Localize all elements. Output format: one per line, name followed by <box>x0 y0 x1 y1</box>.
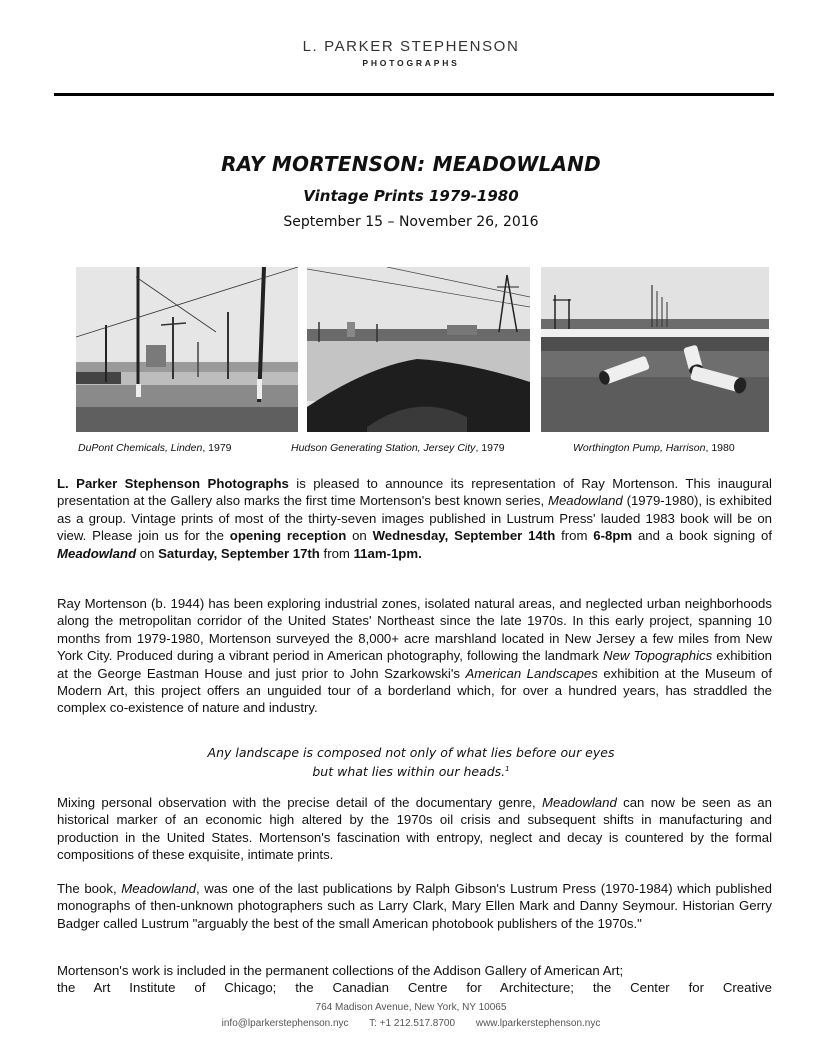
letterhead <box>0 38 822 68</box>
gallery-name: L. PARKER STEPHENSON <box>302 38 520 55</box>
photo-caption-1: DuPont Chemicals, Linden, 1979 <box>78 442 232 454</box>
photo-hudson-generating-station <box>307 267 530 432</box>
pull-quote <box>0 744 822 780</box>
footnote-marker: 1 <box>505 765 510 773</box>
footer-address: 764 Madison Avenue, New York, NY 10065 <box>315 1002 507 1013</box>
header-rule <box>54 93 774 96</box>
photo-caption-2: Hudson Generating Station, Jersey City, 1979 <box>291 442 505 454</box>
photo-worthington-pump <box>541 267 769 432</box>
gallery-subtitle: PHOTOGRAPHS <box>362 58 460 68</box>
photo-caption-3: Worthington Pump, Harrison, 1980 <box>573 442 735 454</box>
footer <box>0 1000 822 1032</box>
collections-paragraph: Mortenson's work is included in the permanent collections of the Addison Gallery of American Art; the Art Institute of Chicago; the Canadian Centre for Architecture; the Center for Creative <box>57 963 772 996</box>
intro-paragraph: L. Parker Stephenson Photographs is pleased to announce its representation of Ray Mortenson. This inaugural presentation at the Gallery also marks the first time Mortenson's best known series, Meadowland (1979-1980), is exhibited as a group. Vintage prints of most of the thirty-seven images published in Lustrum Press' lauded 1983 book will be on view. Please join us for the opening reception on Wednesday, September 14th from 6-8pm and a book signing of Meadowland on Saturday, September 17th from 11am-1pm. <box>57 476 773 561</box>
quote-line-2: but what lies within our heads.$^1$ <box>312 764 510 780</box>
exhibition-title: RAY MORTENSON: MEADOWLAND <box>221 152 601 176</box>
footer-email[interactable]: info@lparkerstephenson.nyc <box>221 1018 349 1029</box>
exhibition-dates: September 15 – November 26, 2016 <box>283 214 539 230</box>
footer-phone: T: +1 212.517.8700 <box>369 1018 456 1029</box>
context-paragraph: Mixing personal observation with the precise detail of the documentary genre, Meadowland can now be seen as an historical marker of an economic high altered by the 1970s oil crisis and subsequent shifts in manufacturing and production in the United States. Mortenson's fascination with entropy, neglect and decay is countered by the formal compositions of these exquisite, intimate prints. <box>57 795 772 863</box>
bio-paragraph: Ray Mortenson (b. 1944) has been exploring industrial zones, isolated natural areas, and neglected urban neighborhoods along the metropolitan corridor of the United States' Northeast since the late 1970s. In this early project, spanning 10 months from 1979-1980, Mortenson surveyed the 8,000+ acre marshland located in New Jersey a few miles from New York City. Produced during a vibrant period in American photography, following the landmark New Topographics exhibition at the George Eastman House and just prior to John Szarkowski's American Landscapes exhibition at the Museum of Modern Art, this project offers an unguided tour of a borderland which, for over a hundred years, has straddled the complex co-existence of nature and industry. <box>57 596 772 716</box>
quote-line-1: Any landscape is composed not only of what lies before our eyes <box>207 745 615 760</box>
exhibition-subtitle: Vintage Prints 1979-1980 <box>303 187 519 205</box>
photo-dupont-chemicals <box>76 267 298 432</box>
book-paragraph: The book, Meadowland, was one of the last publications by Ralph Gibson's Lustrum Press (1970-1984) which published monographs of then-unknown photographers such as Larry Clark, Mary Ellen Mark and Danny Seymour. Historian Gerry Badger called Lustrum "arguably the best of the small American photobook publishers of the 1970s." <box>57 881 773 931</box>
footer-website[interactable]: www.lparkerstephenson.nyc <box>475 1018 601 1029</box>
